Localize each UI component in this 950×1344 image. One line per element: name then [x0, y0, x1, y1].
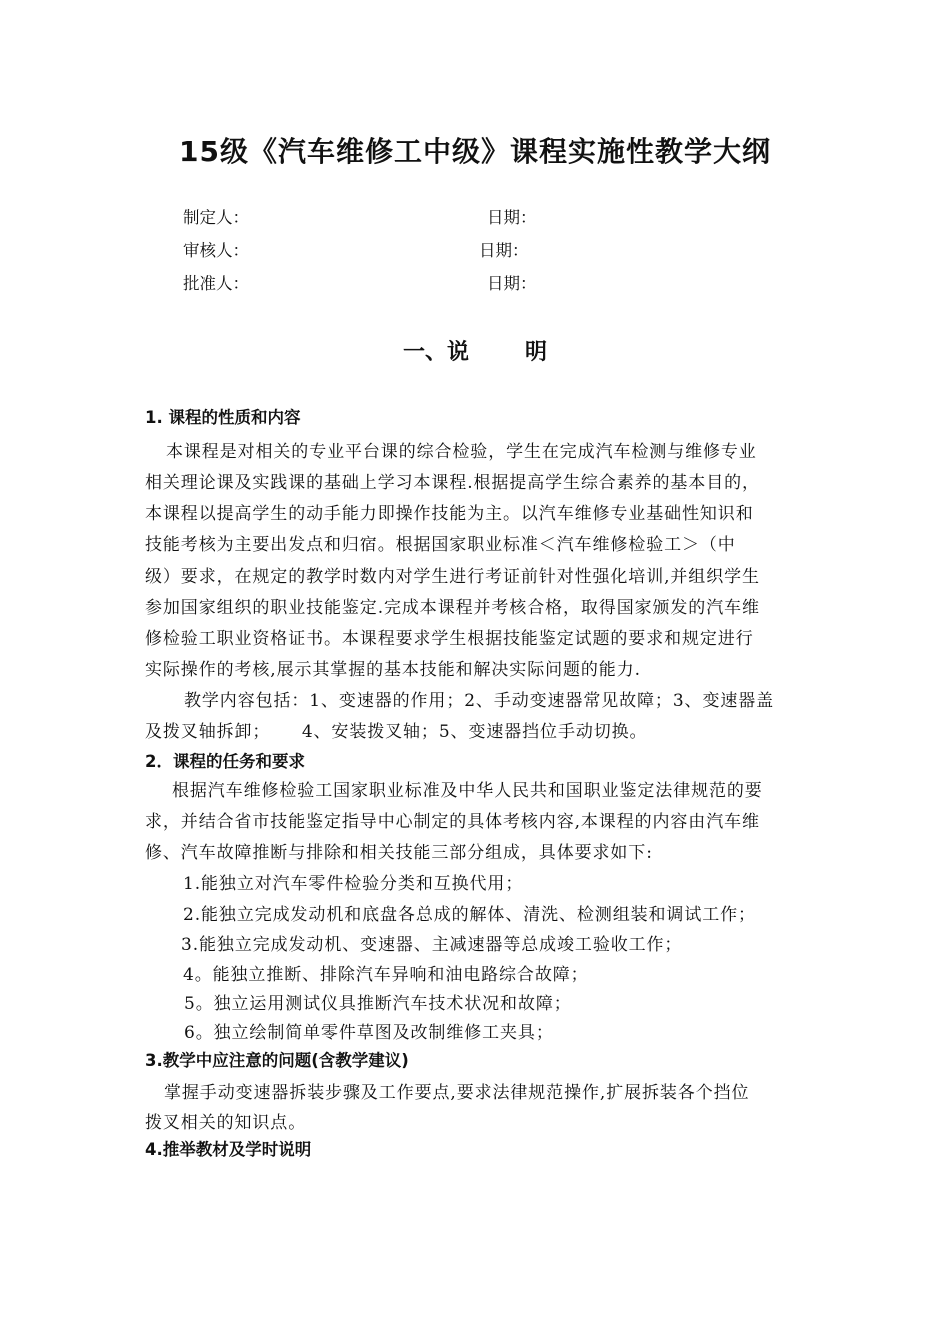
- paragraph-line: 相关理论课及实践课的基础上学习本课程.根据提高学生综合素养的基本目的，: [145, 473, 760, 493]
- list-item: 6。独立绘制简单零件草图及改制维修工夹具；: [184, 1023, 554, 1043]
- paragraph-line: 修检验工职业资格证书。本课程要求学生根据技能鉴定试题的要求和规定进行: [145, 629, 754, 649]
- list-item: 3.能独立完成发动机、变速器、主减速器等总成竣工验收工作；: [181, 935, 683, 955]
- paragraph-line: 教学内容包括：1、变速器的作用；2、手动变速器常见故障；3、变速器盖: [184, 691, 775, 711]
- list-item: 4。能独立推断、排除汽车异响和油电路综合故障；: [183, 965, 589, 985]
- paragraph-line: 技能考核为主要出发点和归宿。根据国家职业标准＜汽车维修检验工＞（中: [145, 535, 736, 555]
- approver-date-label: 日期：: [487, 274, 537, 293]
- heading-teaching-notes: 3.教学中应注意的问题(含教学建议): [145, 1051, 409, 1070]
- author-date-label: 日期：: [487, 208, 537, 227]
- heading-course-nature: 1. 课程的性质和内容: [145, 408, 301, 427]
- meta-row-author: [183, 204, 537, 228]
- reviewer-date-label: 日期：: [479, 241, 529, 260]
- heading-course-tasks: 2．课程的任务和要求: [145, 752, 305, 771]
- section-heading: [0, 335, 950, 366]
- paragraph-line: 及拨叉轴拆卸； 4、安装拨叉轴；5、变速器挡位手动切换。: [145, 722, 648, 742]
- paragraph-line: 拨叉相关的知识点。: [145, 1113, 307, 1133]
- author-label: 制定人：: [183, 208, 249, 227]
- paragraph-line: 根据汽车维修检验工国家职业标准及中华人民共和国职业鉴定法律规范的要: [172, 781, 763, 801]
- list-item: 5。独立运用测试仪具推断汽车技术状况和故障；: [184, 994, 572, 1014]
- meta-row-approver: [183, 270, 537, 294]
- paragraph-line: 修、汽车故障推断与排除和相关技能三部分组成，具体要求如下:: [145, 843, 653, 863]
- paragraph-line: 掌握手动变速器拆装步骤及工作要点,要求法律规范操作,扩展拆装各个挡位: [164, 1083, 750, 1103]
- paragraph-line: 实际操作的考核,展示其掌握的基本技能和解决实际问题的能力.: [145, 660, 641, 680]
- reviewer-label: 审核人：: [183, 241, 249, 260]
- paragraph-line: 级）要求，在规定的教学时数内对学生进行考证前针对性强化培训,并组织学生: [145, 567, 760, 587]
- heading-textbooks: 4.推举教材及学时说明: [145, 1140, 312, 1159]
- section-heading-part2: 明: [525, 340, 548, 365]
- paragraph-line: 本课程以提高学生的动手能力即操作技能为主。以汽车维修专业基础性知识和: [145, 504, 754, 524]
- paragraph-line: 参加国家组织的职业技能鉴定.完成本课程并考核合格，取得国家颁发的汽车维: [145, 598, 760, 618]
- approver-label: 批准人：: [183, 274, 249, 293]
- section-heading-part1: 一、说: [402, 340, 469, 365]
- document-title: 15级《汽车维修工中级》课程实施性教学大纲: [179, 135, 771, 168]
- meta-row-reviewer: [183, 237, 529, 261]
- list-item: 1.能独立对汽车零件检验分类和互换代用；: [183, 874, 524, 894]
- paragraph-line: 本课程是对相关的专业平台课的综合检验，学生在完成汽车检测与维修专业: [166, 442, 757, 462]
- list-item: 2.能独立完成发动机和底盘各总成的解体、清洗、检测组装和调试工作；: [183, 905, 756, 925]
- paragraph-line: 求，并结合省市技能鉴定指导中心制定的具体考核内容,本课程的内容由汽车维: [145, 812, 760, 832]
